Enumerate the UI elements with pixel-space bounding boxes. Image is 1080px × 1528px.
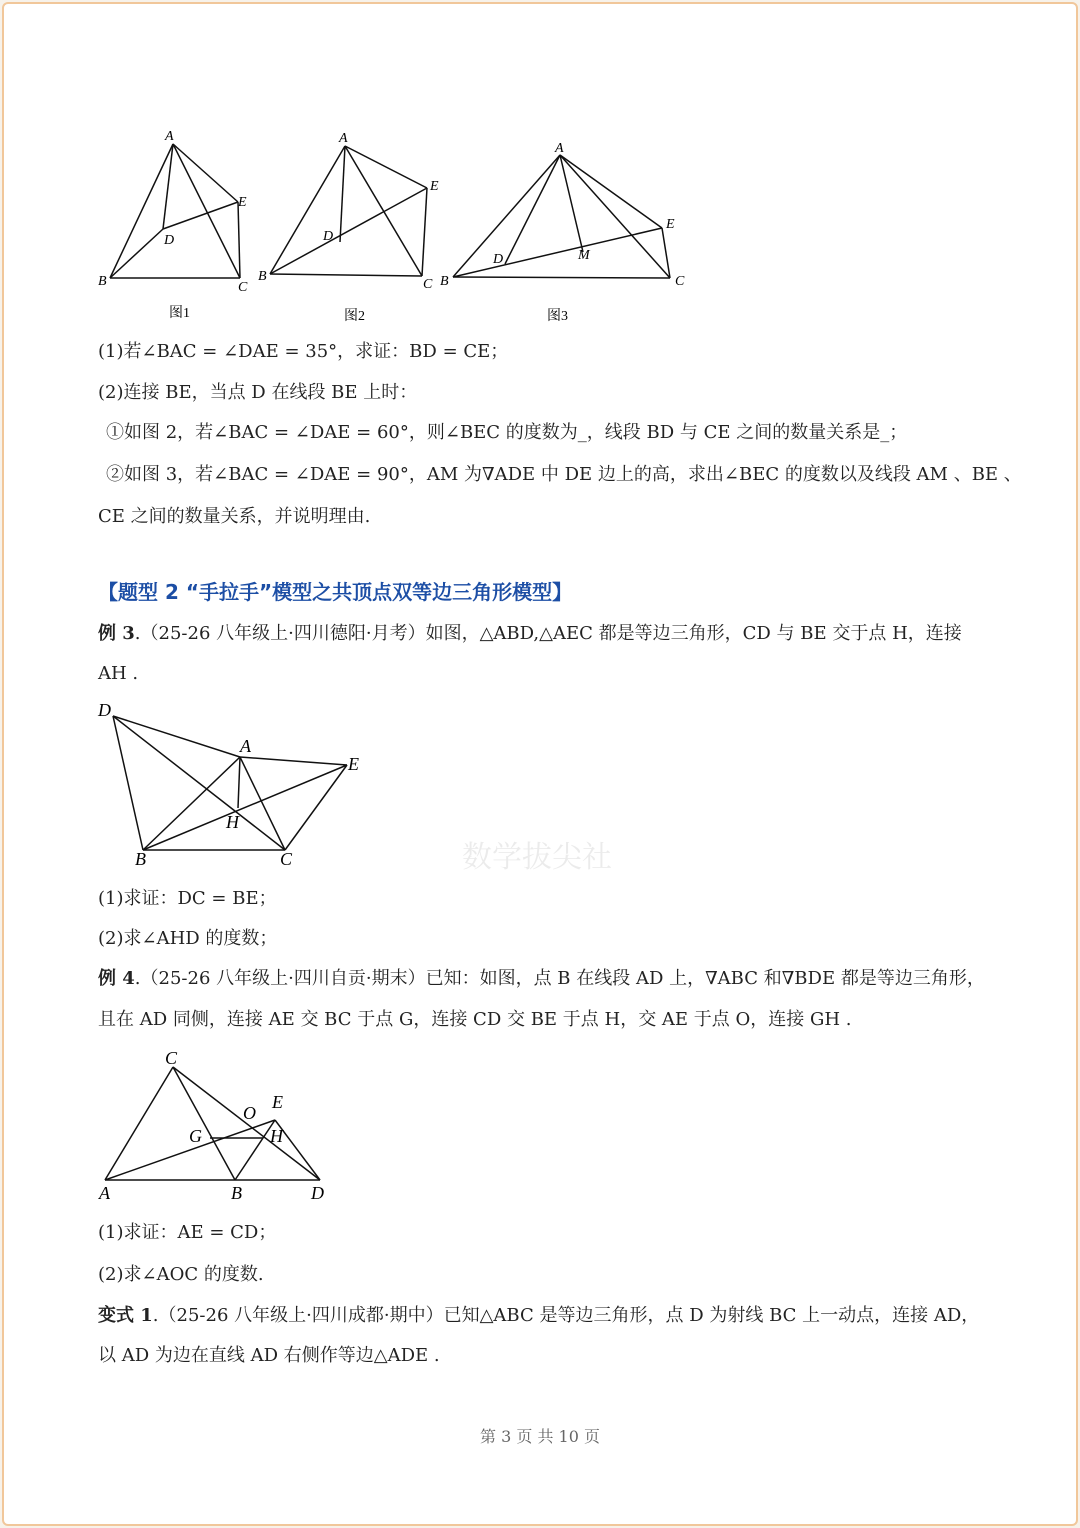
fig3-label-m: M <box>578 248 590 263</box>
ex4-label-o: O <box>243 1103 256 1123</box>
fig1-label-b: B <box>98 274 107 289</box>
ex4-label-h: H <box>270 1126 283 1146</box>
fig1-label-d: D <box>164 233 175 248</box>
ex4-label-b: B <box>231 1183 242 1203</box>
fig1-label-a: A <box>165 129 174 144</box>
fig3-label-d: D <box>493 252 504 267</box>
fig3-label-a: A <box>555 141 564 156</box>
fig3-caption: 图3 <box>547 309 568 324</box>
fig3-label-b: B <box>440 274 449 289</box>
variant1-text-a: .（25-26 八年级上·四川成都·期中）已知△ABC 是等边三角形，点 D 为射线 BC 上一动点，连接 AD， <box>152 1305 980 1326</box>
variant1-line-b: 以 AD 为边在直线 AD 右侧作等边△ADE . <box>98 1345 440 1366</box>
ex4-label-d: D <box>311 1183 324 1203</box>
example4-q1: (1)求证：AE = CD； <box>98 1222 277 1243</box>
ex4-label-e: E <box>272 1092 283 1112</box>
ex3-label-a: A <box>240 736 251 756</box>
example3-line-b: AH . <box>98 663 139 684</box>
example3-figure <box>95 700 375 880</box>
fig2-label-e: E <box>430 179 439 194</box>
example3-line-a <box>98 622 998 646</box>
ex4-label-g: G <box>189 1126 202 1146</box>
fig2-label-d: D <box>323 229 334 244</box>
fig1-caption: 图1 <box>169 306 190 321</box>
fig3-label-e: E <box>666 217 675 232</box>
example4-q2: (2)求∠AOC 的度数. <box>98 1264 264 1285</box>
problem1-q1: (1)若∠BAC = ∠DAE = 35°，求证：BD = CE； <box>98 341 509 362</box>
problem1-q2-2a: ②如图 3，若∠BAC = ∠DAE = 90°，AM 为∇ADE 中 DE 边上的高，求出∠BEC 的度数以及线段 AM 、BE 、 <box>106 464 1022 485</box>
example4-line-b: 且在 AD 同侧，连接 AE 交 BC 于点 G，连接 CD 交 BE 于点 H，交 AE 于点 O，连接 GH . <box>98 1009 852 1030</box>
example4-label: 例 4 <box>98 968 135 989</box>
example4-figure <box>95 1045 345 1205</box>
example4-line-a <box>98 967 998 991</box>
example3-q1: (1)求证：DC = BE； <box>98 888 277 909</box>
ex3-label-h: H <box>226 812 239 832</box>
fig2-label-b: B <box>258 269 267 284</box>
fig1-label-c: C <box>238 280 248 295</box>
figure-3 <box>435 135 695 335</box>
ex4-label-a: A <box>99 1183 110 1203</box>
ex3-label-d: D <box>98 700 111 720</box>
fig2-caption: 图2 <box>344 309 365 324</box>
section-title: 【题型 2 “手拉手”模型之共顶点双等边三角形模型】 <box>98 580 573 604</box>
ex3-label-b: B <box>135 849 146 869</box>
example4-text-a: .（25-26 八年级上·四川自贡·期末）已知：如图，点 B 在线段 AD 上，∇ABC 和∇BDE 都是等边三角形， <box>134 968 985 989</box>
figure-1 <box>90 122 270 332</box>
fig2-label-a: A <box>339 131 348 146</box>
variant1-label: 变式 1 <box>98 1305 153 1326</box>
problem1-q2-2b: CE 之间的数量关系，并说明理由. <box>98 506 371 527</box>
problem1-q2-1: ①如图 2，若∠BAC = ∠DAE = 60°，则∠BEC 的度数为_，线段 BD 与 CE 之间的数量关系是_； <box>106 422 908 443</box>
fig1-label-e: E <box>238 195 247 210</box>
ex4-label-c: C <box>165 1048 178 1068</box>
page-footer: 第 3 页 共 10 页 <box>480 1427 600 1446</box>
example3-text-a: .（25-26 八年级上·四川德阳·月考）如图，△ABD,△AEC 都是等边三角形，CD 与 BE 交于点 H，连接 <box>134 623 962 644</box>
problem1-q2: (2)连接 BE，当点 D 在线段 BE 上时： <box>98 382 418 403</box>
figure-2 <box>255 122 455 332</box>
fig2-label-c: C <box>423 277 433 292</box>
variant1-line-a <box>98 1304 998 1328</box>
fig3-label-c: C <box>675 274 685 289</box>
ex3-label-e: E <box>348 754 359 774</box>
ex3-label-c: C <box>280 849 293 869</box>
example3-q2: (2)求∠AHD 的度数； <box>98 928 278 949</box>
watermark: 数学拔尖社 <box>462 840 612 875</box>
example3-label: 例 3 <box>98 623 135 644</box>
